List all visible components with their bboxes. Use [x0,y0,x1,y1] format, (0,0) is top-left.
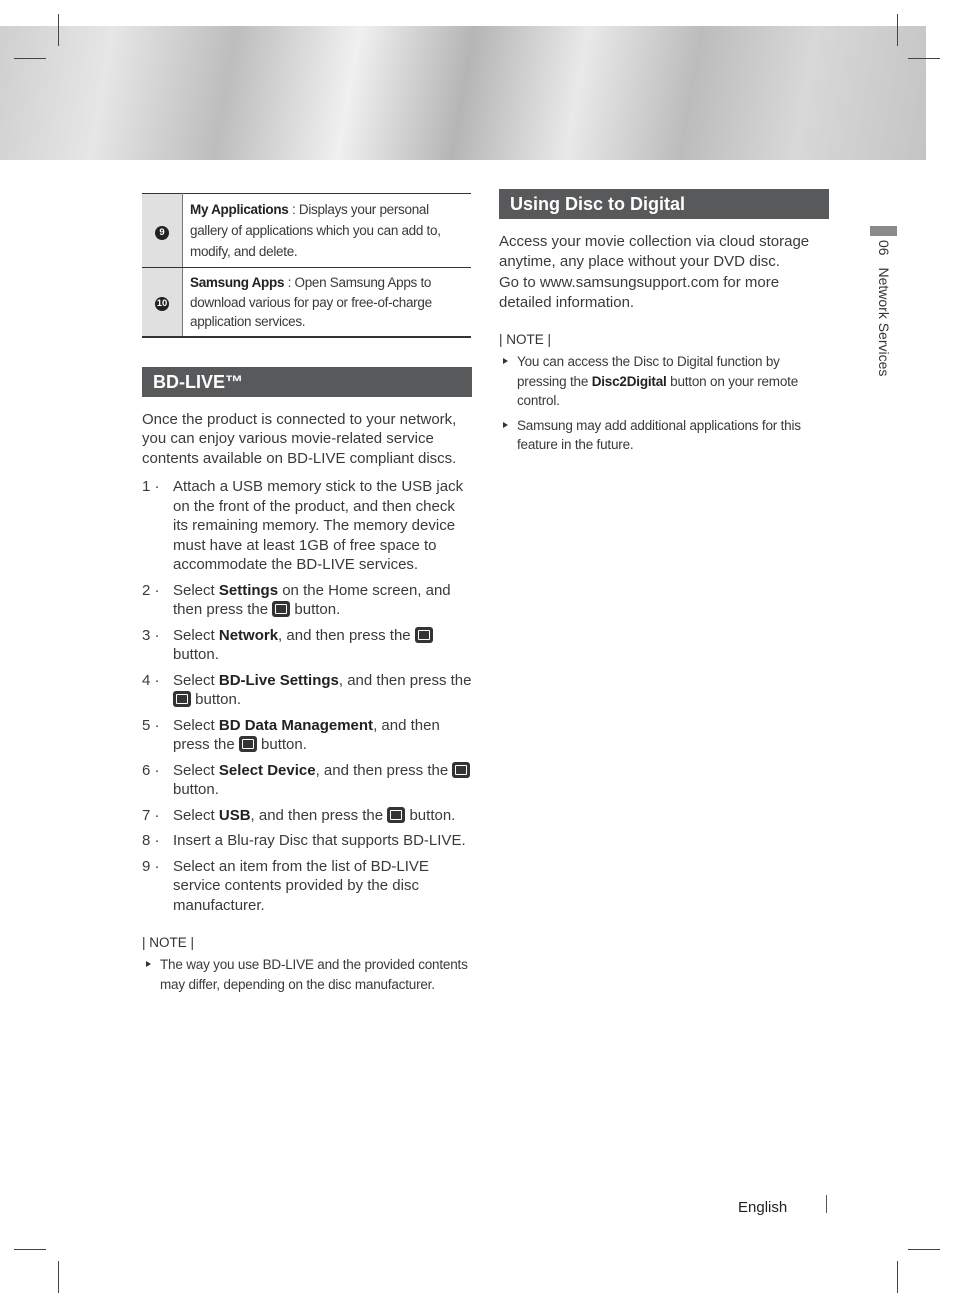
step-number: 6 · [142,761,160,779]
item-number-badge: 9 [155,226,169,240]
left-column [142,193,472,999]
step-number: 9 · [142,857,160,875]
step-number: 2 · [142,581,160,599]
list-item: 8 · Insert a Blu-ray Disc that supports BD-LIVE. [142,832,466,849]
chapter-side-label [876,240,892,376]
enter-button-icon [272,601,290,617]
list-item: 3 · Select Network, and then press the button. [142,626,472,665]
bdlive-steps [142,477,472,915]
enter-button-icon [452,762,470,778]
list-item: 2 · Select Settings on the Home screen, and then press the button. [142,581,451,618]
list-item: 4 · Select BD-Live Settings, and then press the button. [142,671,472,708]
right-column [499,189,829,460]
note-label: | NOTE | [499,332,552,347]
bold-term: USB [218,806,251,824]
bold-term: Select Device [218,761,316,779]
step-number: 3 · [142,626,160,644]
footer-language: English [738,1199,788,1216]
bold-term: Network [218,626,279,644]
bold-term: Settings [218,581,279,599]
note-item: The way you use BD-LIVE and the provided contents may differ, depending on the disc manufacturer. [142,955,472,994]
disc2digital-para1: Access your movie collection via cloud storage anytime, any place without your DVD disc. [499,233,810,270]
crop-mark [58,1261,59,1293]
note-label: | NOTE | [142,935,195,950]
note-item: You can access the Disc to Digital function by pressing the Disc2Digital button on your remote control. [499,352,829,411]
step-number: 1 · [142,478,160,495]
list-item: 1 · Attach a USB memory stick to the USB jack on the front of the product, and then check its remaining memory. The memory device must have at least 1GB of free space to accommodate the BD-LIVE services. [142,478,464,573]
footer-divider [826,1195,827,1213]
bdlive-notes [142,955,472,994]
header-banner [0,26,926,160]
enter-button-icon [415,627,433,643]
item-number-badge: 10 [156,297,168,309]
list-item: 6 · Select Select Device, and then press the button. [142,761,472,800]
bold-term: Disc2Digital [591,373,667,389]
bold-term: BD Data Management [218,716,374,734]
term-description: : Displays your personal gallery of applications which you can add to, modify, and delete. [190,202,441,259]
crop-mark [58,14,59,46]
step-number: 4 · [142,671,160,689]
enter-button-icon [239,736,257,752]
term: Samsung Apps [190,275,285,290]
chapter-number: 06 [876,240,892,256]
term-description: : Open Samsung Apps to download various for pay or free-of-charge application services. [190,275,432,329]
note-item: Samsung may add additional applications for this feature in the future. [499,416,829,455]
crop-mark [908,1249,940,1250]
chapter-title: Network Services [876,267,892,377]
chapter-tab-marker [870,226,897,236]
step-number: 5 · [142,716,160,734]
section-heading-bdlive: BD-LIVE™ [142,367,472,397]
section-heading-disc-to-digital: Using Disc to Digital [499,189,829,219]
disc2digital-para2: Go to www.samsungsupport.com for more detailed information. [499,274,780,311]
enter-button-icon [387,807,405,823]
crop-mark [908,58,940,59]
crop-mark [897,14,898,46]
list-item: 9 · Select an item from the list of BD-LIVE service contents provided by the disc manufacturer. [142,857,429,914]
enter-button-icon [173,691,191,707]
disc2digital-notes [499,352,829,455]
crop-mark [14,1249,46,1250]
list-item: 5 · Select BD Data Management, and then press the button. [142,716,440,753]
table-row [142,194,471,268]
bdlive-intro: Once the product is connected to your network, you can enjoy various movie-related service contents available on BD-LIVE compliant discs. [142,410,457,467]
apps-table [142,193,471,338]
bold-term: BD-Live Settings [218,671,339,689]
step-number: 7 · [142,806,160,824]
step-number: 8 · [142,832,160,849]
list-item: 7 · Select USB, and then press the button. [142,806,456,824]
crop-mark [897,1261,898,1293]
crop-mark [14,58,46,59]
term: My Applications [190,202,289,217]
table-row [142,268,471,337]
